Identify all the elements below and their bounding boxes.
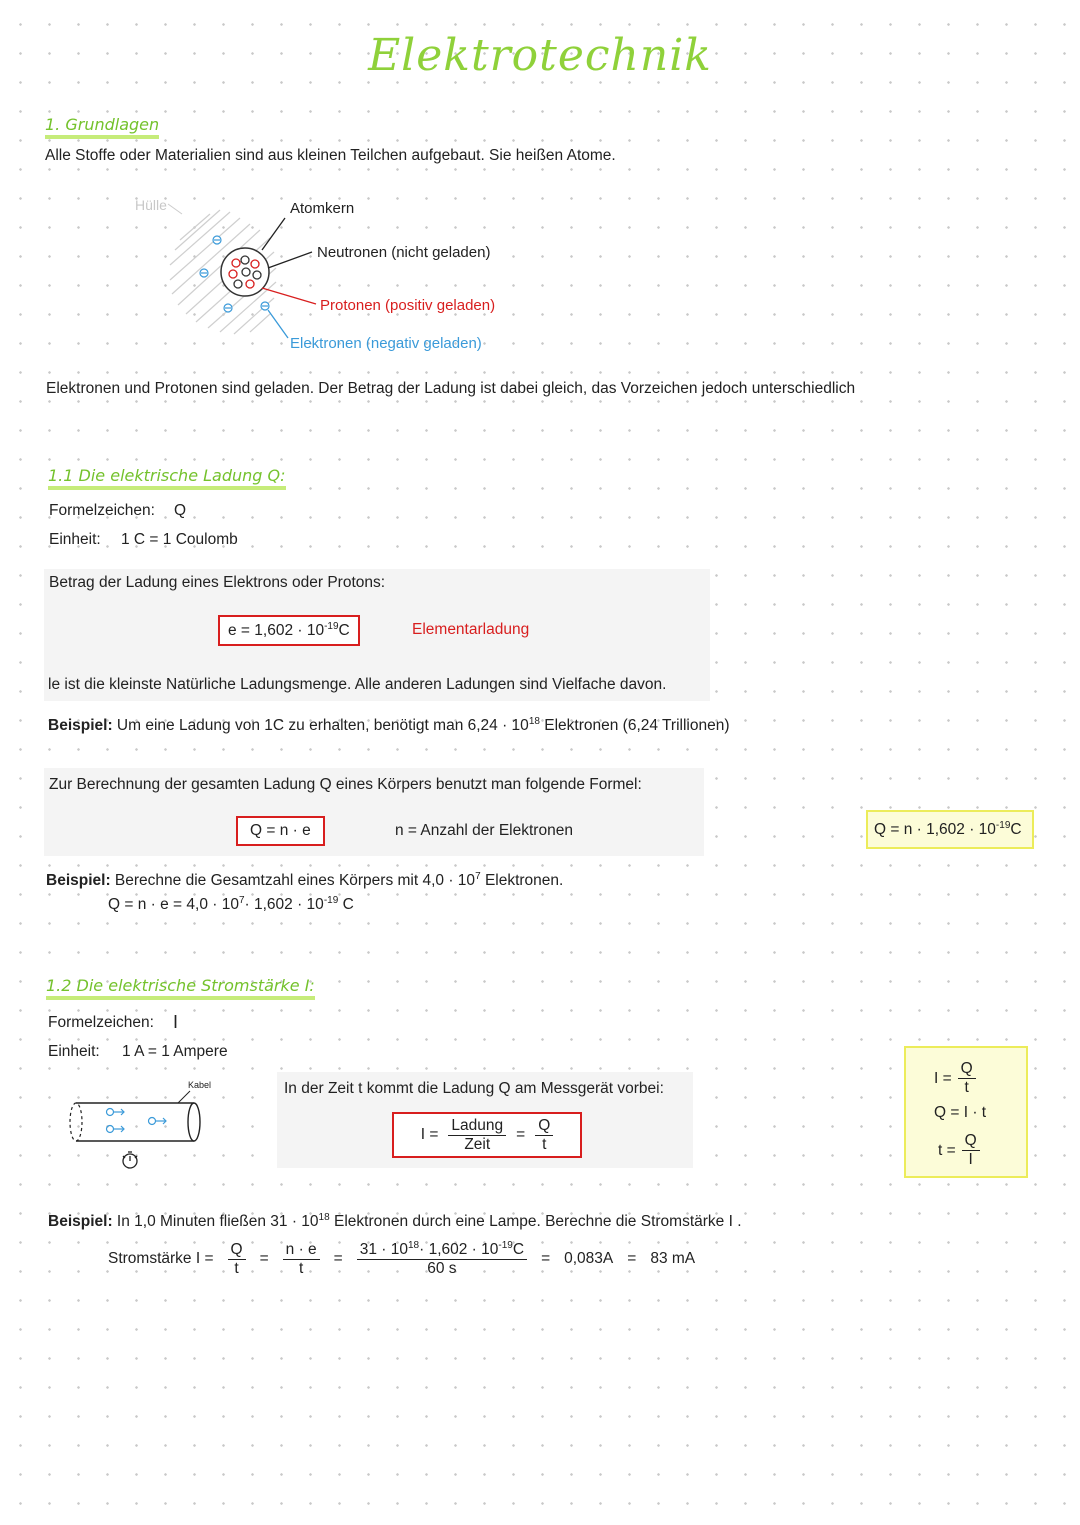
einheit-label-i: Einheit: [48, 1043, 100, 1060]
beispiel-3: Beispiel: In 1,0 Minuten fließen $31 \cdot 10^{18}$ Elektronen durch eine Lampe. Berechne die Stromstärke I . [48, 1212, 742, 1231]
electron-arrows [107, 1109, 167, 1133]
atom-diagram [120, 190, 540, 360]
i-side-formulas [904, 1046, 1028, 1178]
huelle-label: Hülle [135, 197, 167, 213]
i-formula: I = $\frac{\text{Ladung}}{\text{Zeit}}$ = $\frac{Q}{t}$ [392, 1112, 582, 1158]
i-side-line-3: t = $\frac{Q}{I}$ [938, 1132, 980, 1169]
formelzeichen-label-i: Formelzeichen: [48, 1014, 154, 1031]
section-heading-stromstaerke: 1.2 Die elektrische Stromstärke I: [46, 976, 315, 1000]
q-side-formula: $Q = n \cdot 1,602 \cdot 10^{-19}C$ [866, 810, 1034, 849]
q-formula: Q = n · e [236, 816, 325, 846]
charge-statement: Elektronen und Protonen sind geladen. Der Betrag der Ladung ist dabei gleich, das Vorzeichen jedoch unterschiedlich [46, 380, 856, 397]
betrag-text: Betrag der Ladung eines Elektrons oder Protons: [49, 574, 386, 591]
cable-diagram [62, 1075, 222, 1175]
formelzeichen-value-i: I [173, 1012, 179, 1032]
beispiel-2: Beispiel: Berechne die Gesamtzahl eines Körpers mit $4,0 \cdot 10^7$ Elektronen. [46, 871, 564, 890]
section-heading-ladung: 1.1 Die elektrische Ladung Q: [48, 466, 286, 490]
kabel-label: Kabel [188, 1080, 212, 1090]
elementarladung-note: le ist die kleinste Natürliche Ladungsmenge. Alle anderen Ladungen sind Vielfache davon. [48, 676, 667, 693]
i-side-line-2: Q = I · t [934, 1104, 987, 1121]
protonen-label: Protonen (positiv geladen) [320, 297, 496, 314]
einheit-label-q: Einheit: [49, 531, 101, 548]
formelzeichen-label-q: Formelzeichen: [49, 502, 155, 519]
intro-text: Alle Stoffe oder Materialien sind aus kleinen Teilchen aufgebaut. Sie heißen Atome. [45, 147, 616, 164]
stopwatch-icon [123, 1152, 137, 1168]
elektronen-label: Elektronen (negativ geladen) [290, 335, 482, 352]
neutronen-label: Neutronen (nicht geladen) [317, 244, 491, 261]
formelzeichen-value-q: Q [174, 502, 187, 519]
elementarladung-formula: $e = 1,602 \cdot 10^{-19}C$ [218, 615, 360, 646]
i-side-line-1: I = $\frac{Q}{t}$ [934, 1060, 976, 1097]
stromstaerke-calculation: Stromstärke I = $\frac{Q}{t}$ = $\frac{n \cdot e}{t}$ = $\frac{31 \cdot 10^{18}\cdot 1,602 \cdot 10^{-19}C}{60 s}$ = 0,083A = 83 mA [108, 1240, 696, 1278]
elementarladung-label: Elementarladung [412, 621, 530, 638]
page-title: Elektrotechnik [368, 30, 712, 81]
atomkern-label: Atomkern [290, 200, 355, 217]
einheit-value-i: 1 A = 1 Ampere [122, 1043, 228, 1060]
zeit-text: In der Zeit t kommt die Ladung Q am Messgerät vorbei: [284, 1080, 664, 1097]
beispiel-2-calc: $Q = n \cdot e = 4,0 \cdot 10^7\cdot 1,602 \cdot 10^{-19}$ C [108, 895, 354, 914]
einheit-value-q: 1 C = 1 Coulomb [121, 531, 238, 548]
n-definition: n = Anzahl der Elektronen [395, 822, 573, 839]
beispiel-1: Beispiel: Um eine Ladung von 1C zu erhalten, benötigt man $6,24 \cdot 10^{18}$ Elektronen (6,24 Trillionen) [48, 716, 730, 735]
section-heading-grundlagen: 1. Grundlagen [45, 115, 159, 139]
berechnung-text: Zur Berechnung der gesamten Ladung Q eines Körpers benutzt man folgende Formel: [49, 776, 642, 793]
